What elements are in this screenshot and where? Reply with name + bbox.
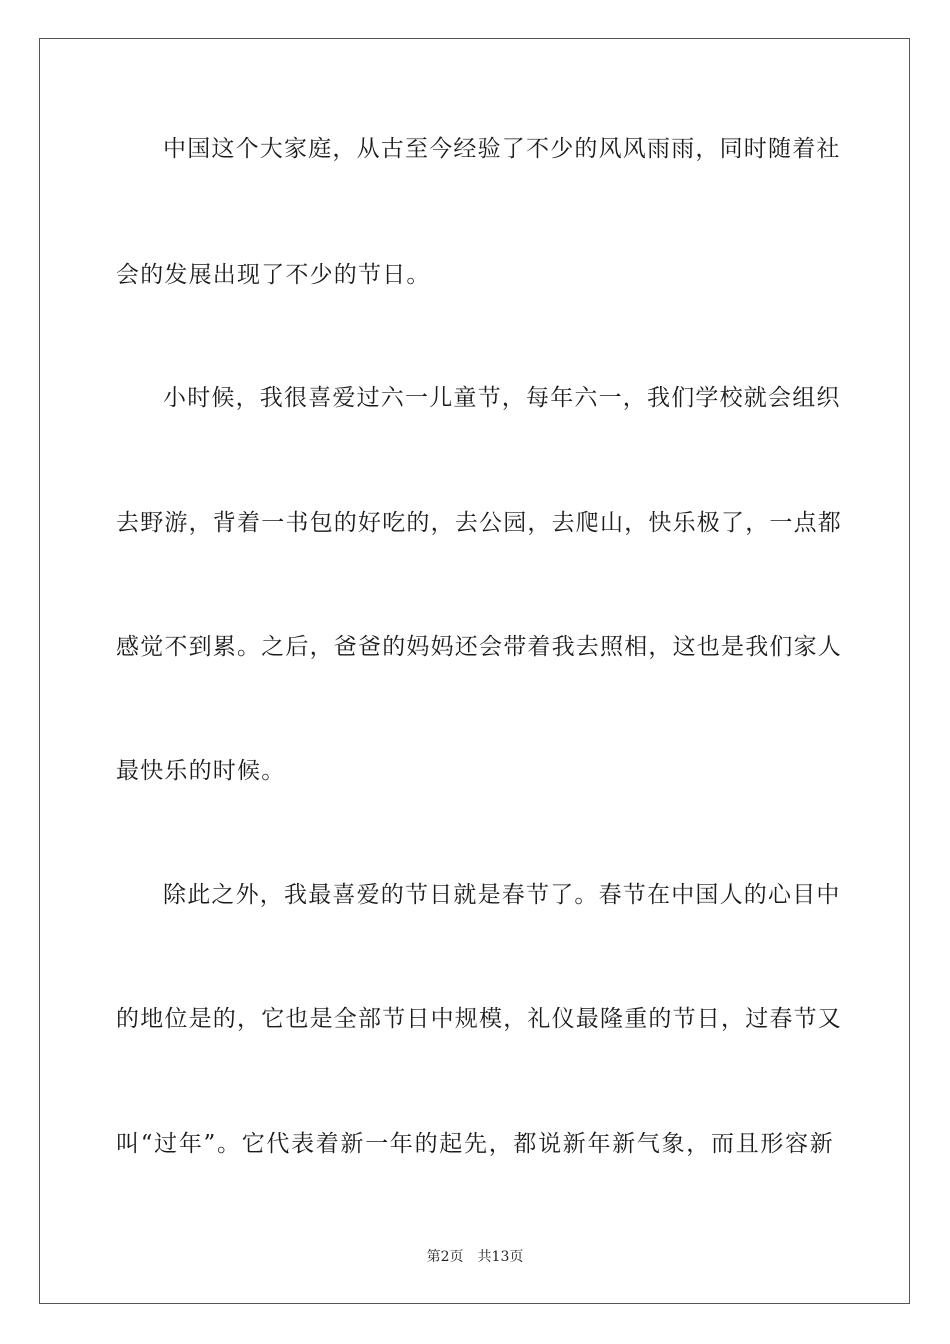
paragraph-3-line-2: 的地位是的，它也是全部节日中规模，礼仪最隆重的节日，过春节又: [116, 1006, 842, 1032]
page-number-footer: 第2页 共13页: [426, 1249, 524, 1265]
paragraph-3-line-1: 除此之外，我最喜爱的节日就是春节了。春节在中国人的心目中: [163, 882, 841, 908]
paragraph-2-line-2: 去野游，背着一书包的好吃的，去公园，去爬山，快乐极了，一点都: [116, 510, 842, 536]
paragraph-1-line-2: 会的发展出现了不少的节日。: [116, 262, 431, 288]
paragraph-2-line-4: 最快乐的时候。: [116, 758, 286, 784]
paragraph-3-line-3: 叫“过年”。它代表着新一年的起先，都说新年新气象，而且形容新: [116, 1131, 834, 1157]
page-frame: [39, 38, 910, 1304]
paragraph-2-line-3: 感觉不到累。之后，爸爸的妈妈还会带着我去照相，这也是我们家人: [116, 634, 842, 660]
paragraph-1-line-1: 中国这个大家庭，从古至今经验了不少的风风雨雨，同时随着社: [163, 136, 841, 162]
paragraph-2-line-1: 小时候，我很喜爱过六一儿童节，每年六一，我们学校就会组织: [163, 385, 841, 411]
